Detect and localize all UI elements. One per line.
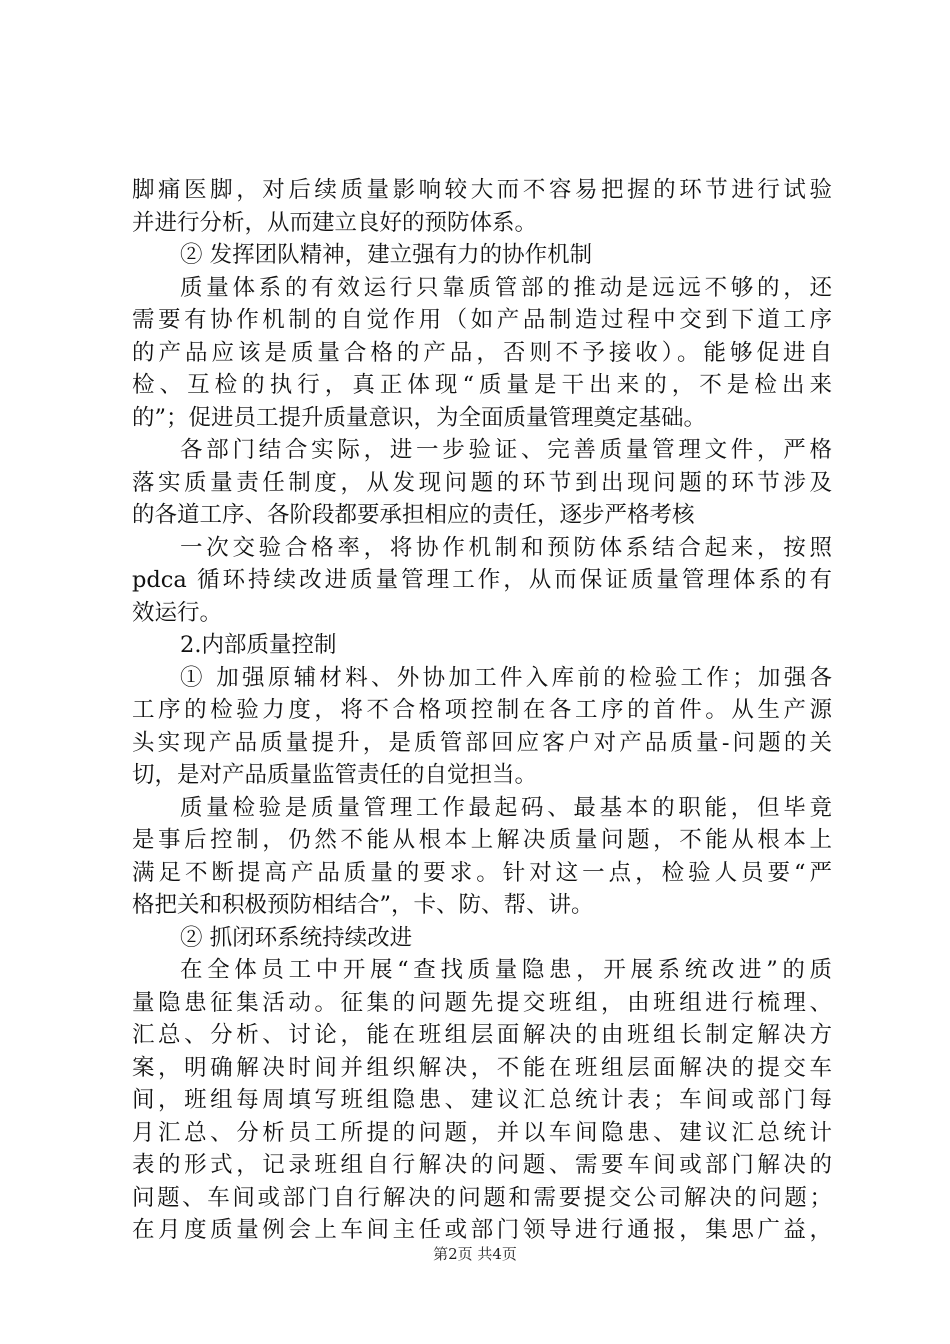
- text-line: 需要有协作机制的自觉作用（如产品制造过程中交到下道工序: [132, 307, 832, 333]
- text-line: 表的形式，记录班组自行解决的问题、需要车间或部门解决的: [132, 1152, 832, 1178]
- text-line: 在月度质量例会上车间主任或部门领导进行通报，集思广益，: [132, 1217, 832, 1243]
- text-line: 一次交验合格率，将协作机制和预防体系结合起来，按照: [180, 534, 832, 561]
- page-footer: [0, 1244, 950, 1264]
- text-line: 并进行分析，从而建立良好的预防体系。: [132, 209, 538, 236]
- text-line: 的产品应该是质量合格的产品，否则不予接收）。能够促进自: [132, 339, 832, 366]
- text-line: 格把关和积极预防相结合”，卡、防、帮、讲。: [132, 892, 594, 918]
- text-line: 落实质量责任制度，从发现问题的环节到出现问题的环节涉及: [132, 469, 832, 496]
- text-line: 质量体系的有效运行只靠质管部的推动是远远不够的，还: [180, 274, 832, 301]
- text-line: 的各道工序、各阶段都要承担相应的责任，逐步严格考核: [132, 502, 695, 528]
- text-line: ① 加强原辅材料、外协加工件入库前的检验工作；加强各: [180, 664, 832, 691]
- page-number: 第2页 共4页: [433, 1245, 517, 1263]
- text-line: 检、互检的执行，真正体现“质量是干出来的，不是检出来: [132, 372, 832, 398]
- text-line: 满足不断提高产品质量的要求。针对这一点，检验人员要“严: [132, 859, 832, 886]
- text-line: 头实现产品质量提升，是质管部回应客户对产品质量-问题的关: [132, 729, 832, 756]
- text-line: pdca 循环持续改进质量管理工作，从而保证质量管理体系的有: [132, 567, 832, 593]
- text-line: 切，是对产品质量监管责任的自觉担当。: [132, 762, 538, 788]
- text-line: 间，班组每周填写班组隐患、建议汇总统计表；车间或部门每: [132, 1087, 832, 1113]
- text-line: 脚痛医脚，对后续质量影响较大而不容易把握的环节进行试验: [132, 177, 832, 203]
- text-line: 工序的检验力度，将不合格项控制在各工序的首件。从生产源: [132, 697, 832, 723]
- text-line: 的”；促进员工提升质量意识，为全面质量管理奠定基础。: [132, 404, 707, 431]
- text-line: 量隐患征集活动。征集的问题先提交班组，由班组进行梳理、: [132, 989, 832, 1016]
- text-line: 问题、车间或部门自行解决的问题和需要提交公司解决的问题；: [132, 1184, 832, 1211]
- text-line: 汇总、分析、讨论，能在班组层面解决的由班组长制定解决方: [132, 1022, 832, 1048]
- text-line: 质量检验是质量管理工作最起码、最基本的职能，但毕竟: [180, 794, 832, 821]
- text-line: 是事后控制，仍然不能从根本上解决质量问题，不能从根本上: [132, 827, 832, 853]
- text-line: 在全体员工中开展“查找质量隐患，开展系统改进”的质: [180, 957, 832, 983]
- text-line: 2.内部质量控制: [180, 632, 337, 658]
- text-line: 月汇总、分析员工所提的问题，并以车间隐患、建议汇总统计: [132, 1119, 832, 1146]
- text-line: 案，明确解决时间并组织解决，不能在班组层面解决的提交车: [132, 1054, 832, 1081]
- document-body: [132, 174, 832, 1247]
- text-line: ② 发挥团队精神，建立强有力的协作机制: [180, 242, 593, 268]
- text-line: 各部门结合实际，进一步验证、完善质量管理文件，严格: [180, 437, 832, 463]
- text-line: 效运行。: [132, 599, 223, 626]
- text-line: ② 抓闭环系统持续改进: [180, 924, 413, 951]
